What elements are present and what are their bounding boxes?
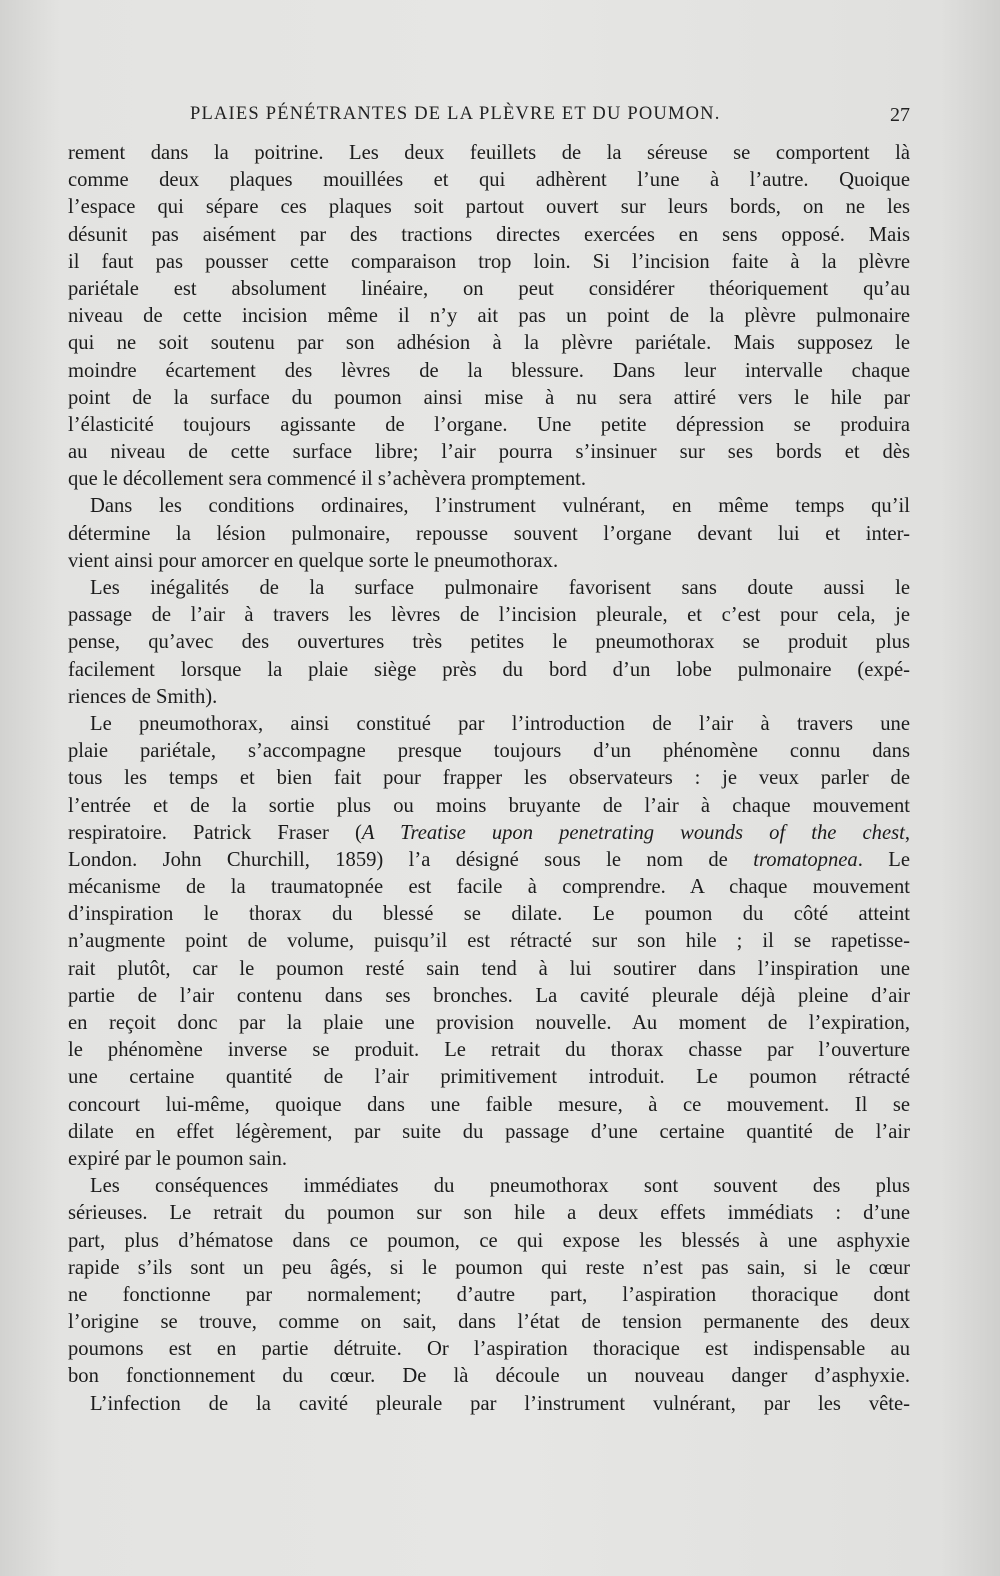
text-line: l’origine se trouve, comme on sait, dans l’état de tension permanente des deux: [68, 1311, 910, 1334]
text-line: Les inégalités de la surface pulmonaire favorisent sans doute aussi le: [90, 577, 910, 599]
text-line: n’augmente point de volume, puisqu’il est rétracté sur son hile ; il se rapetisse-: [68, 930, 910, 953]
text-line: ne fonctionne par normalement; d’autre part, l’aspiration thoracique dont: [68, 1283, 910, 1306]
text-line: mécanisme de la traumatopnée est facile à comprendre. A chaque mouvement: [68, 876, 910, 899]
text-line: niveau de cette incision même il n’y ait pas un point de la plèvre pulmonaire: [68, 305, 910, 328]
text-line: pense, qu’avec des ouvertures très petites le pneumothorax se produit plus: [68, 631, 910, 654]
text-line: riences de Smith).: [68, 685, 218, 708]
running-title: PLAIES PÉNÉTRANTES DE LA PLÈVRE ET DU POUMON.: [190, 104, 721, 124]
text-line: que le décollement sera commencé il s’achèvera promptement.: [68, 468, 587, 491]
text-line: sérieuses. Le retrait du poumon sur son hile a deux effets immédiats : d’une: [68, 1202, 910, 1225]
text-line: L’infection de la cavité pleurale par l’instrument vulnérant, par les vête-: [90, 1392, 910, 1415]
text-line: Dans les conditions ordinaires, l’instrument vulnérant, en même temps qu’il: [90, 495, 910, 518]
text-line: vient ainsi pour amorcer en quelque sorte le pneumothorax.: [68, 549, 559, 572]
text-line: passage de l’air à travers les lèvres de l’incision pleurale, et c’est pour cela, je: [68, 604, 910, 627]
text-line: en reçoit donc par la plaie une provision nouvelle. Au moment de l’expiration,: [68, 1012, 910, 1034]
text-line: le phénomène inverse se produit. Le retrait du thorax chasse par l’ouverture: [68, 1039, 910, 1062]
text-line: point de la surface du poumon ainsi mise à nu sera attiré vers le hile par: [68, 386, 910, 409]
text-line: désunit pas aisément par des tractions directes exercées en sens opposé. Mais: [68, 223, 910, 246]
text-line: rement dans la poitrine. Les deux feuillets de la séreuse se comportent là: [68, 142, 910, 164]
text-line: dilate en effet légèrement, par suite du passage d’une certaine quantité de l’air: [68, 1120, 910, 1143]
text-line: London. John Churchill, 1859) l’a désigné sous le nom de tromatopnea. Le: [68, 848, 910, 871]
text-line: comme deux plaques mouillées et qui adhèrent l’une à l’autre. Quoique: [68, 169, 910, 192]
text-line: qui ne soit soutenu par son adhésion à la plèvre pariétale. Mais supposez le: [68, 332, 910, 355]
text-line: l’élasticité toujours agissante de l’organe. Une petite dépression se produira: [68, 413, 910, 436]
text-line: pariétale est absolument linéaire, on peut considérer théoriquement qu’au: [68, 277, 910, 300]
body-text: [68, 140, 910, 1418]
text-line: Les conséquences immédiates du pneumothorax sont souvent des plus: [90, 1175, 910, 1198]
text-line: une certaine quantité de l’air primitivement introduit. Le poumon rétracté: [68, 1066, 910, 1089]
text-line: il faut pas pousser cette comparaison trop loin. Si l’incision faite à la plèvre: [68, 250, 910, 273]
text-line: partie de l’air contenu dans ses bronches. La cavité pleurale déjà pleine d’air: [68, 984, 910, 1007]
text-line: au niveau de cette surface libre; l’air pourra s’insinuer sur ses bords et dès: [68, 441, 910, 464]
text-line: concourt lui-même, quoique dans une faible mesure, à ce mouvement. Il se: [68, 1093, 910, 1116]
text-line: bon fonctionnement du cœur. De là découle un nouveau danger d’asphyxie.: [68, 1365, 910, 1388]
text-line: l’espace qui sépare ces plaques soit partout ouvert sur leurs bords, on ne les: [68, 196, 910, 219]
text-line: plaie pariétale, s’accompagne presque toujours d’un phénomène connu dans: [68, 740, 910, 763]
text-line: l’entrée et de la sortie plus ou moins bruyante de l’air à chaque mouvement: [68, 794, 910, 817]
text-line: respiratoire. Patrick Fraser (A Treatise upon penetrating wounds of the chest,: [68, 821, 910, 844]
text-line: rait plutôt, car le poumon resté sain tend à lui soutirer dans l’inspiration une: [68, 957, 910, 980]
text-line: part, plus d’hématose dans ce poumon, ce qui expose les blessés à une asphyxie: [68, 1229, 910, 1252]
text-line: détermine la lésion pulmonaire, repousse souvent l’organe devant lui et inter-: [68, 522, 910, 545]
text-line: expiré par le poumon sain.: [68, 1147, 288, 1170]
text-line: tous les temps et bien fait pour frapper les observateurs : je veux parler de: [68, 767, 910, 790]
running-head: [72, 104, 912, 134]
page-number: 27: [890, 104, 910, 126]
text-line: facilement lorsque la plaie siège près du bord d’un lobe pulmonaire (expé-: [68, 658, 910, 681]
text-line: d’inspiration le thorax du blessé se dilate. Le poumon du côté atteint: [68, 903, 910, 926]
text-line: poumons est en partie détruite. Or l’aspiration thoracique est indispensable au: [68, 1338, 910, 1361]
text-line: rapide s’ils sont un peu âgés, si le poumon qui reste n’est pas sain, si le cœur: [68, 1256, 910, 1279]
text-line: moindre écartement des lèvres de la blessure. Dans leur intervalle chaque: [68, 359, 910, 382]
text-line: Le pneumothorax, ainsi constitué par l’introduction de l’air à travers une: [90, 712, 910, 735]
